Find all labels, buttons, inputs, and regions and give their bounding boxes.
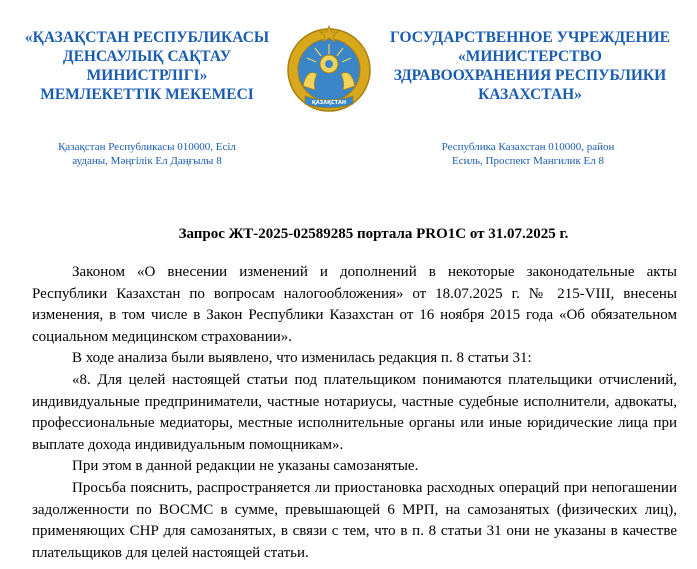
header-right-russian	[380, 28, 680, 104]
emblem-ribbon-text: ҚАЗАҚСТАН	[311, 100, 347, 106]
header-left-kazakh	[12, 28, 282, 104]
body-text	[32, 262, 677, 564]
paragraph: «8. Для целей настоящей статьи под плательщиком понимаются плательщики отчислений, индивидуальные предприниматели, частные нотариусы, частные судебные исполнители, адвокаты, профессиональные медиаторы, местные исполнительные органы или иные юридические лица при выплате дохода индивидуальным помощникам».	[32, 371, 677, 453]
header-left-line: МЕМЛЕКЕТТІК МЕКЕМЕСІ	[40, 86, 254, 103]
address-right-line: Есиль, Проспект Мангилик Ел 8	[452, 155, 604, 167]
kazakhstan-state-emblem-icon	[285, 24, 373, 120]
header-left-line: ДЕНСАУЛЫҚ САҚТАУ	[62, 48, 232, 65]
paragraph: В ходе анализа были выявлено, что изменилась редакция п. 8 статьи 31:	[72, 350, 532, 367]
header-right-line: «МИНИСТЕРСТВО	[457, 48, 602, 65]
address-right	[428, 140, 628, 168]
header-right-line: КАЗАХСТАН»	[478, 86, 582, 103]
address-left	[52, 140, 242, 168]
header-left-line: МИНИСТРЛІГІ»	[86, 67, 208, 84]
paragraph: При этом в данной редакции не указаны самозанятые.	[72, 458, 419, 475]
request-title: Запрос ЖТ-2025-02589285 портала PRO1C от 31.07.2025 г.	[178, 226, 569, 242]
paragraph: Законом «О внесении изменений и дополнений в некоторые законодательные акты Республики Казахстан по вопросам налогообложения» от 18.07.2025 г. № 215-VIII, внесены изменения, в том числе в Закон Республики Казахстан от 16 ноября 2015 года «Об обязательном социальном медицинском страховании».	[32, 264, 677, 345]
address-right-line: Республика Казахстан 010000, район	[441, 141, 615, 153]
paragraph: Просьба пояснить, распространяется ли приостановка расходных операций при непогашении задолженности по ВОСМС в сумме, превышающей 6 МРП, на самозанятых (физических лиц), применяющих СНР для самозанятых, в связи с тем, что в п. 8 статьи 31 они не указаны в качестве плательщиков для целей настоящей статьи.	[32, 479, 677, 561]
address-left-line: Қазақстан Республикасы 010000, Есіл	[58, 141, 236, 153]
address-left-line: ауданы, Мәңгілік Ел Даңғылы 8	[72, 155, 222, 167]
header-left-line: «ҚАЗАҚСТАН РЕСПУБЛИКАСЫ	[24, 29, 270, 46]
header-right-line: ЗДРАВООХРАНЕНИЯ РЕСПУБЛИКИ	[393, 67, 667, 84]
header-right-line: ГОСУДАРСТВЕННОЕ УЧРЕЖДЕНИЕ	[390, 29, 670, 46]
